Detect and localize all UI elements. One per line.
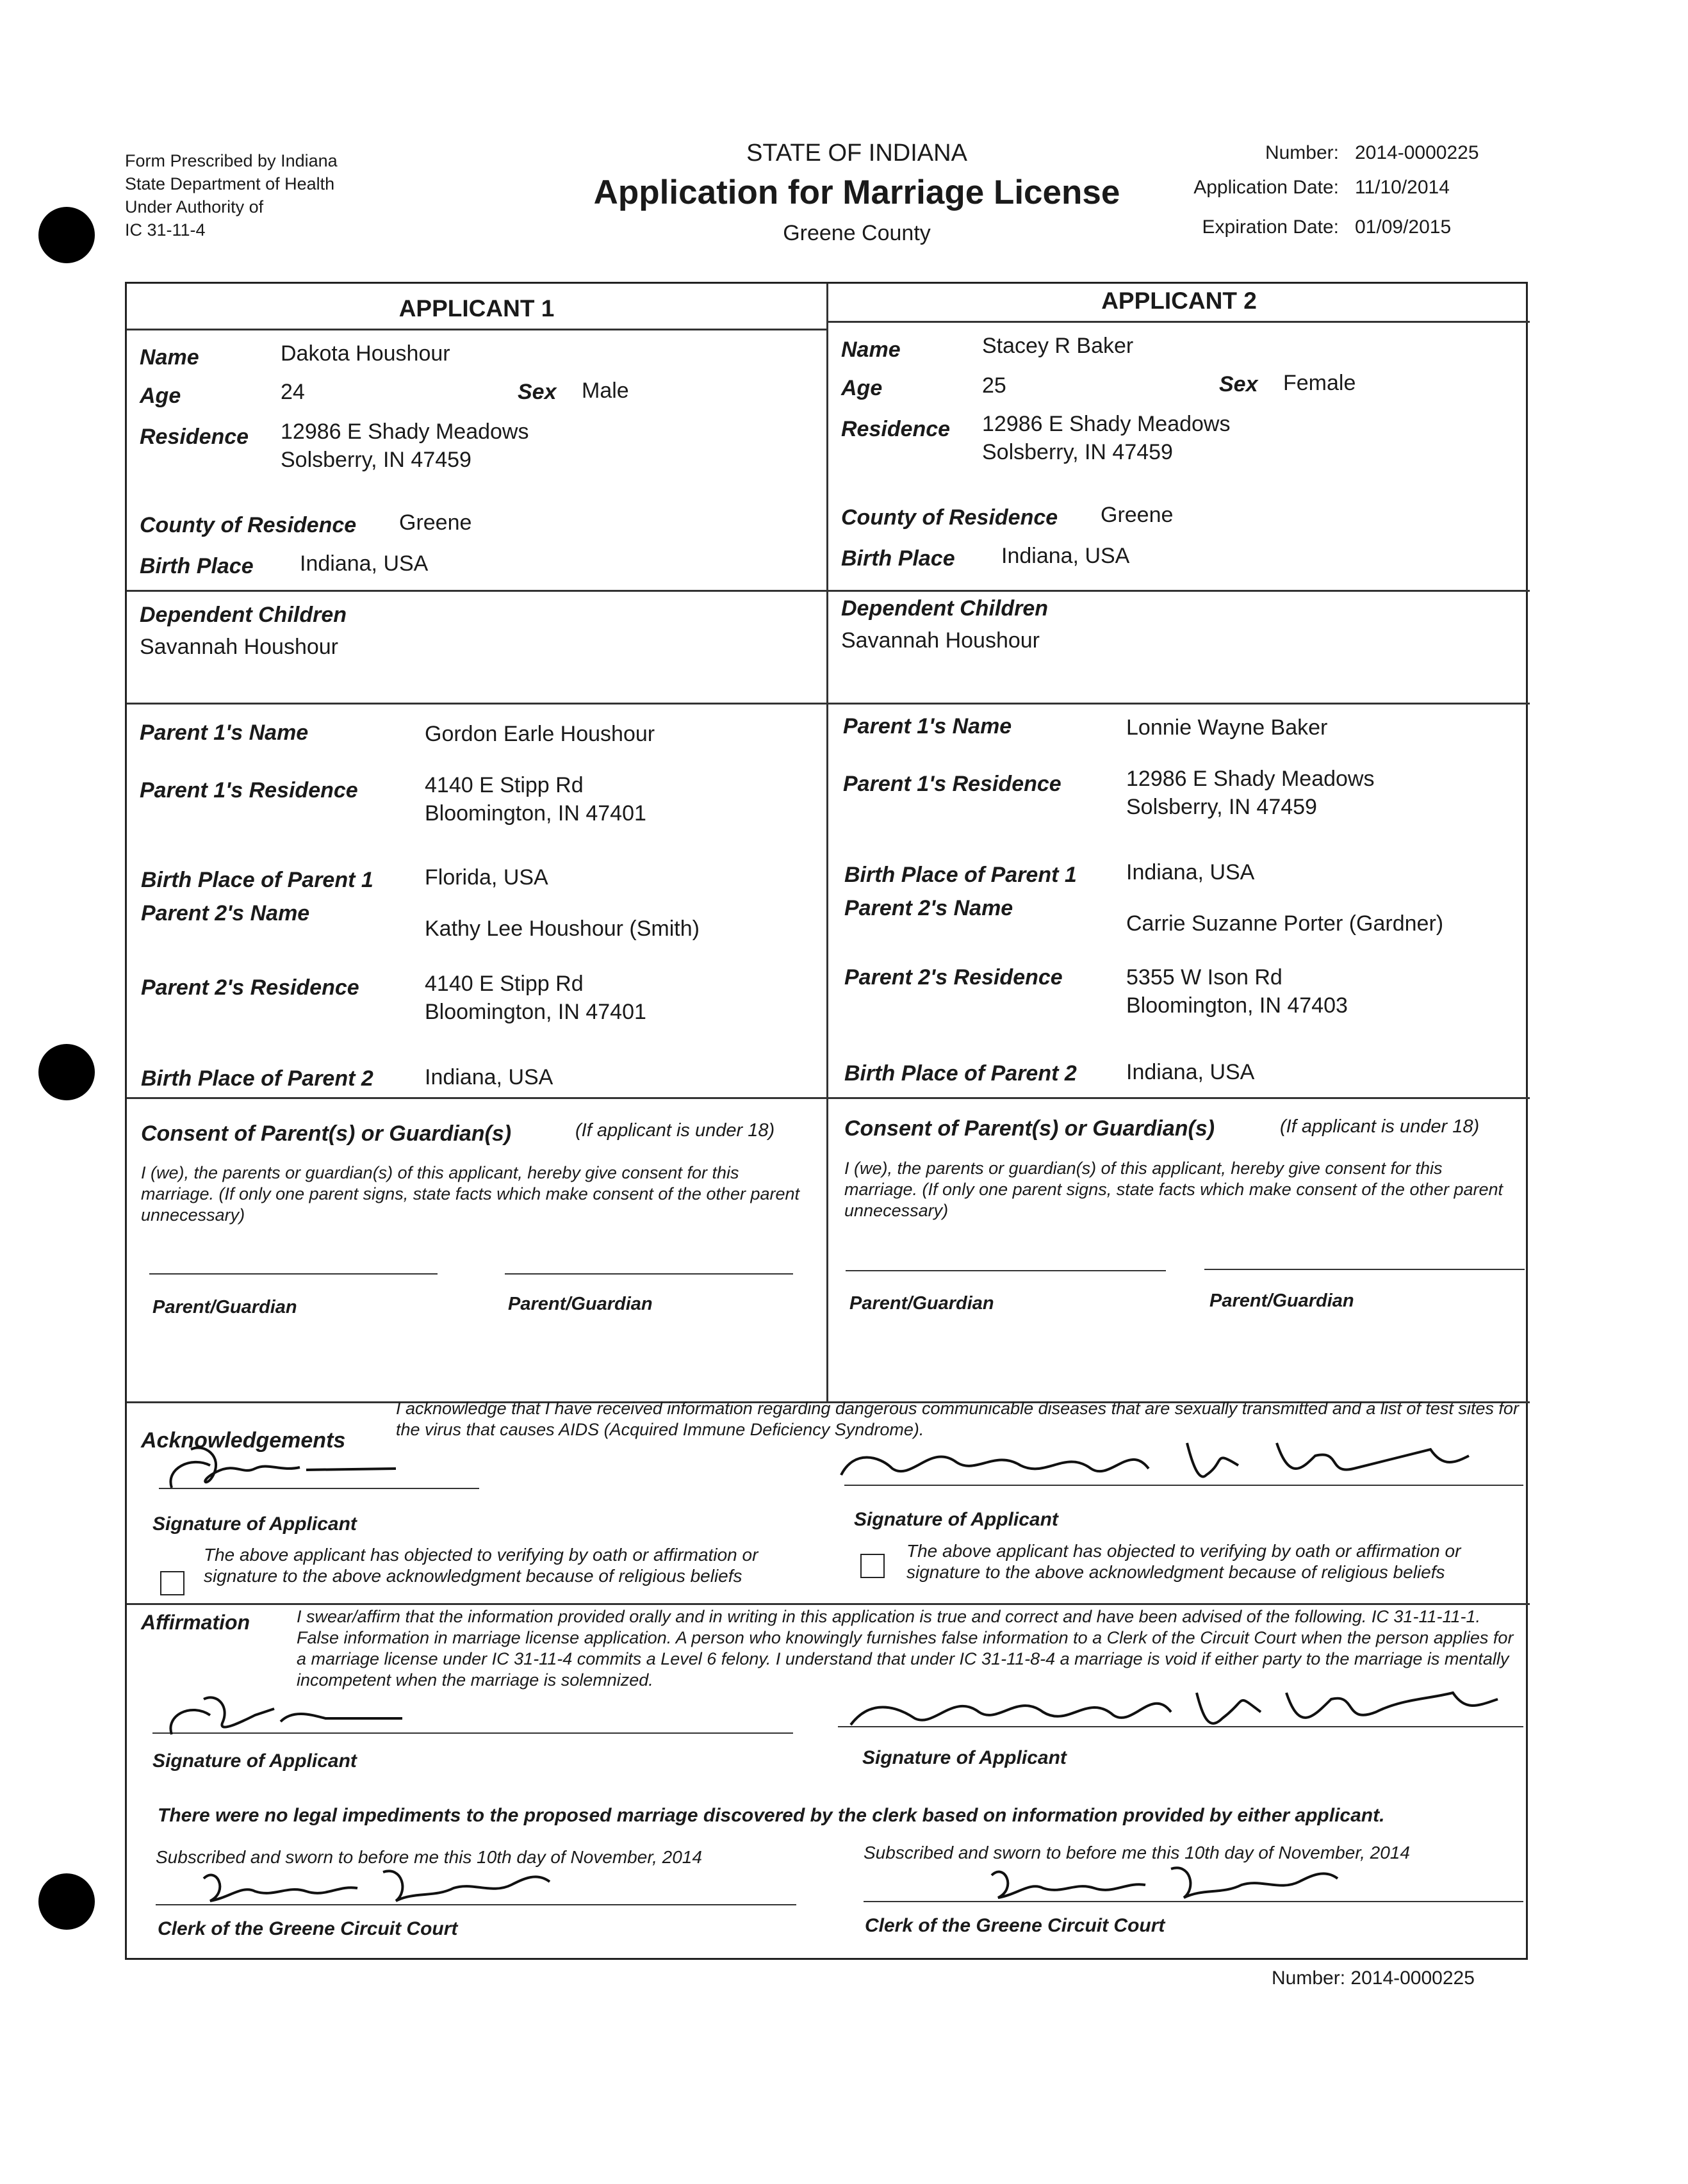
a2-residence-line1: 12986 E Shady Meadows (982, 412, 1231, 436)
a1-residence-label: Residence (140, 425, 249, 449)
punch-hole-bottom (38, 1873, 95, 1930)
a1-parent2-residence-label: Parent 2's Residence (141, 975, 359, 1000)
a2-sex-label: Sex (1219, 372, 1258, 396)
license-number: 2014-0000225 (1355, 142, 1479, 163)
a1-birth-place: Indiana, USA (300, 551, 429, 576)
a2-consent-text: I (we), the parents or guardian(s) of this applicant, hereby give consent for this marriage. (If only one parent signs, state facts which make consent of the other parent unnecessary) (844, 1159, 1504, 1220)
a1-subscribed-text: Subscribed and sworn to before me this 10th day of November, 2014 (156, 1847, 702, 1867)
a2-parent2-name: Carrie Suzanne Porter (Gardner) (1126, 911, 1444, 936)
a1-name-label: Name (140, 345, 199, 370)
a1-residence-line1: 12986 E Shady Meadows (281, 420, 529, 444)
footer-number-label: Number: (1272, 1968, 1346, 1989)
a2-parent1-birth-label: Birth Place of Parent 1 (844, 863, 1077, 887)
a1-consent-note: (If applicant is under 18) (575, 1120, 775, 1141)
page-title: Application for Marriage License (593, 174, 1120, 211)
a2-guardian2-label: Parent/Guardian (1209, 1291, 1354, 1311)
prescribed-line: State Department of Health (125, 174, 335, 193)
a2-guardian1-label: Parent/Guardian (849, 1293, 994, 1314)
a2-consent-label: Consent of Parent(s) or Guardian(s) (844, 1116, 1215, 1141)
a2-parent2-name-label: Parent 2's Name (844, 896, 1013, 920)
divider (127, 703, 1530, 705)
a1-religious-objection-checkbox[interactable] (160, 1571, 184, 1595)
a2-consent-note: (If applicant is under 18) (1280, 1116, 1480, 1137)
a2-parent2-birth: Indiana, USA (1126, 1060, 1255, 1084)
a2-birth-place: Indiana, USA (1001, 544, 1130, 568)
a1-residence-line2: Solsberry, IN 47459 (281, 448, 471, 472)
a1-sex-label: Sex (518, 380, 557, 404)
a1-parent2-birth-label: Birth Place of Parent 2 (141, 1066, 373, 1091)
a1-guardian1-label: Parent/Guardian (152, 1297, 297, 1317)
prescribed-line: Under Authority of (125, 197, 264, 216)
punch-hole-middle (38, 1044, 95, 1100)
a1-county: Greene (399, 510, 472, 535)
a2-parent2-res-line2: Bloomington, IN 47403 (1126, 993, 1348, 1018)
a2-residence-label: Residence (841, 417, 951, 441)
a2-dependent-children-label: Dependent Children (841, 596, 1049, 621)
application-form (125, 282, 1528, 1960)
a1-parent1-residence-label: Parent 1's Residence (140, 778, 358, 803)
a1-parent1-birth-label: Birth Place of Parent 1 (141, 868, 373, 892)
county-heading: Greene County (783, 221, 931, 245)
footer-number-value: 2014-0000225 (1350, 1968, 1475, 1989)
a1-dependent-children-label: Dependent Children (140, 603, 347, 627)
a1-consent-text: I (we), the parents or guardian(s) of this applicant, hereby give consent for this marriage. (If only one parent signs, state facts which make consent of the other parent unnecessary) (141, 1163, 800, 1225)
a1-age: 24 (281, 380, 305, 404)
a2-name: Stacey R Baker (982, 334, 1134, 358)
a2-dependent-children: Savannah Houshour (841, 628, 1040, 653)
a1-ack-signature-label: Signature of Applicant (152, 1513, 357, 1535)
a1-parent1-name: Gordon Earle Houshour (425, 722, 655, 746)
a1-parent1-res-line2: Bloomington, IN 47401 (425, 801, 646, 826)
a2-aff-signature-label: Signature of Applicant (862, 1747, 1067, 1768)
a2-parent2-residence-label: Parent 2's Residence (844, 965, 1063, 990)
a2-ack-signature (828, 1430, 1501, 1491)
a2-parent1-res-line2: Solsberry, IN 47459 (1126, 795, 1317, 819)
a1-parent1-birth: Florida, USA (425, 865, 548, 890)
expiration-date: 01/09/2015 (1355, 216, 1452, 238)
a1-county-label: County of Residence (140, 513, 357, 537)
a1-clerk-label: Clerk of the Greene Circuit Court (158, 1918, 458, 1939)
state-heading: STATE OF INDIANA (746, 140, 967, 167)
divider (127, 1097, 1530, 1099)
column-divider (826, 284, 828, 1401)
a2-name-label: Name (841, 338, 901, 362)
a2-parent2-res-line1: 5355 W Ison Rd (1126, 965, 1282, 990)
a1-parent1-res-line1: 4140 E Stipp Rd (425, 773, 584, 797)
a2-birth-place-label: Birth Place (841, 546, 955, 571)
footer-number (1272, 1968, 1475, 1989)
a2-guardian1-line[interactable] (846, 1270, 1166, 1271)
a1-dependent-children: Savannah Houshour (140, 635, 339, 659)
affirmation-label: Affirmation (141, 1611, 250, 1634)
a2-religious-objection-checkbox[interactable] (860, 1554, 885, 1578)
a1-ack-signature (152, 1437, 486, 1494)
a2-parent2-birth-label: Birth Place of Parent 2 (844, 1061, 1077, 1086)
a2-subscribed-text: Subscribed and sworn to before me this 10th day of November, 2014 (864, 1843, 1410, 1862)
a1-guardian2-line[interactable] (505, 1273, 793, 1275)
a2-objection-text: The above applicant has objected to verifying by oath or affirmation or signature to the above acknowledgment because of religious beliefs (906, 1541, 1461, 1582)
a2-residence-line2: Solsberry, IN 47459 (982, 440, 1173, 464)
a2-guardian2-line[interactable] (1204, 1269, 1525, 1270)
a1-parent2-birth: Indiana, USA (425, 1065, 553, 1089)
divider (127, 329, 826, 330)
prescribed-line: Form Prescribed by Indiana (125, 151, 338, 170)
a2-county: Greene (1101, 503, 1174, 527)
prescribed-line: IC 31-11-4 (125, 220, 206, 240)
applicant1-header: APPLICANT 1 (398, 295, 555, 322)
a2-age: 25 (982, 373, 1006, 398)
a1-aff-signature (146, 1683, 479, 1741)
application-date-label: Application Date: (1193, 177, 1339, 198)
a2-county-label: County of Residence (841, 505, 1058, 530)
a1-guardian2-label: Parent/Guardian (508, 1294, 653, 1314)
affirmation-text: I swear/affirm that the information provided orally and in writing in this application is true and correct and have been advised of the following. IC 31-11-11-1. False information in marriage license application. A person who knowingly furnishes false information to a Clerk of the Circuit Court when the person applies for a marriage license under IC 31-11-4 commits a Level 6 felony. I understand that under IC 31-11-8-4 a marriage is void if either party to the marriage is mentally incompetent when the marriage is solemnized. (297, 1607, 1514, 1690)
a2-parent1-name: Lonnie Wayne Baker (1126, 715, 1328, 740)
a1-aff-signature-label: Signature of Applicant (152, 1750, 357, 1772)
a1-parent2-res-line2: Bloomington, IN 47401 (425, 1000, 646, 1024)
divider (127, 1603, 1530, 1605)
number-label: Number: (1265, 142, 1339, 163)
a1-guardian1-line[interactable] (149, 1273, 438, 1275)
acknowledgements-label: Acknowledgements (141, 1428, 346, 1453)
a1-parent2-name: Kathy Lee Houshour (Smith) (425, 917, 700, 941)
a2-ack-signature-label: Signature of Applicant (854, 1509, 1058, 1530)
a2-parent1-residence-label: Parent 1's Residence (843, 772, 1061, 796)
divider (127, 590, 1530, 592)
a1-sex: Male (582, 379, 629, 403)
application-date: 11/10/2014 (1355, 177, 1450, 198)
divider (826, 321, 1530, 323)
a2-clerk-label: Clerk of the Greene Circuit Court (865, 1915, 1165, 1936)
a2-parent1-birth: Indiana, USA (1126, 860, 1255, 884)
applicant2-header: APPLICANT 2 (1101, 288, 1257, 314)
a2-clerk-signature (979, 1850, 1363, 1907)
no-impediments-statement: There were no legal impediments to the proposed marriage discovered by the clerk based on information provided by either applicant. (158, 1805, 1385, 1826)
a1-parent1-name-label: Parent 1's Name (140, 721, 309, 745)
a2-age-label: Age (841, 376, 883, 400)
a1-age-label: Age (140, 384, 181, 408)
a1-objection-text: The above applicant has objected to verifying by oath or affirmation or signature to the above acknowledgment because of religious beliefs (204, 1545, 758, 1586)
a1-clerk-signature (191, 1853, 575, 1911)
a1-birth-place-label: Birth Place (140, 554, 254, 578)
a1-consent-label: Consent of Parent(s) or Guardian(s) (141, 1121, 512, 1146)
a1-parent2-name-label: Parent 2's Name (141, 901, 310, 925)
a2-sex: Female (1283, 371, 1356, 395)
expiration-date-label: Expiration Date: (1202, 216, 1339, 238)
a1-name: Dakota Houshour (281, 341, 450, 366)
a2-parent1-res-line1: 12986 E Shady Meadows (1126, 767, 1375, 791)
a2-parent1-name-label: Parent 1's Name (843, 714, 1012, 738)
a2-aff-signature (838, 1674, 1511, 1738)
acknowledgement-text: I acknowledge that I have received information regarding dangerous communicable diseases that are sexually transmitted and a list of test sites for the virus that causes AIDS (Acquired Immune Deficiency Syndrome). (396, 1399, 1519, 1439)
a1-parent2-res-line1: 4140 E Stipp Rd (425, 972, 584, 996)
